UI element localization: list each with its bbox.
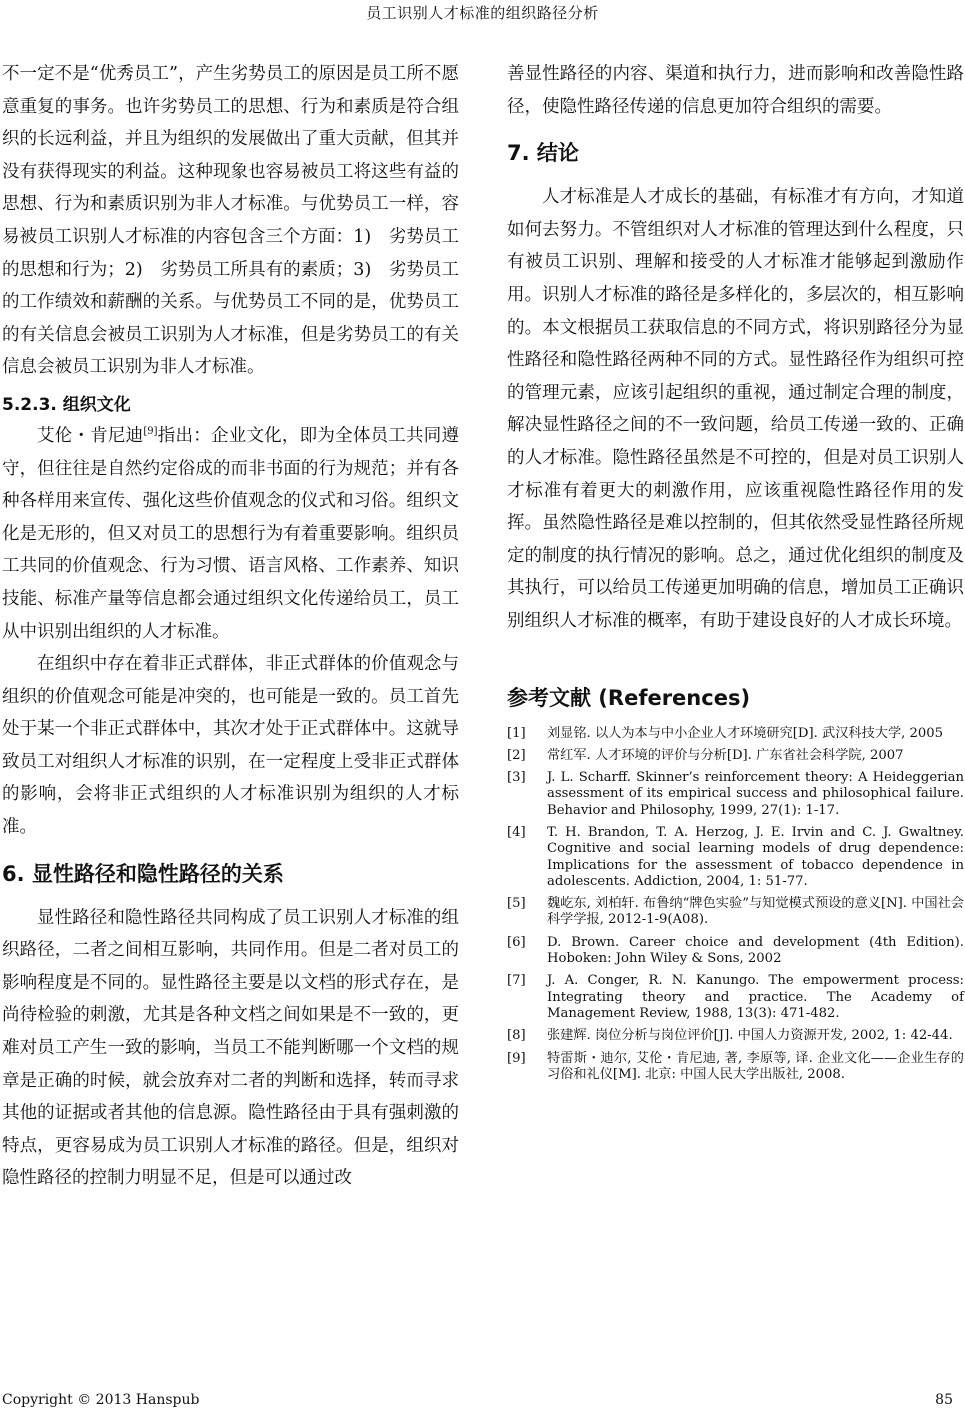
footer-copyright: Copyright © 2013 Hanspub (2, 1392, 200, 1408)
reference-number: [6] (507, 934, 526, 950)
paragraph-inferior-employees: 不一定不是“优秀员工”，产生劣势员工的原因是员工所不愿意重复的事务。也许劣势员工的思想、行为和素质是符合组织的长远利益，并且为组织的发展做出了重大贡献，但其并没有获得现实的利益。这种现象也容易被员工将这些有益的思想、行为和素质识别为非人才标准。与优势员工一样，容易被员工识别人才标准的内容包含三个方面：1) 劣势员工的思想和行为；2) 劣势员工所具有的素质；3) 劣势员工的工作绩效和薪酬的关系。与优势员工不同的是，优势员工的有关信息会被员工识别为人才标准，但是劣势员工的有关信息会被员工识别为非人才标准。 (2, 64, 459, 378)
reference-number: [9] (507, 1050, 526, 1066)
reference-item (507, 896, 964, 929)
reference-item (507, 1028, 964, 1044)
subsection-heading-5-2-3: 5.2.3. 组织文化 (2, 394, 131, 415)
section-heading-7: 7. 结论 (507, 141, 579, 166)
reference-item (507, 770, 964, 819)
paragraph-continuation: 善显性路径的内容、渠道和执行力，进而影响和改善隐性路径，使隐性路径传递的信息更加符合组织的需要。 (507, 64, 964, 117)
reference-text: 常红军. 人才环境的评价与分析[D]. 广东省社会科学院, 2007 (547, 747, 904, 763)
reference-number: [7] (507, 973, 526, 989)
paragraph-informal-groups: 在组织中存在着非正式群体，非正式群体的价值观念与组织的价值观念可能是冲突的，也可能是一致的。员工首先处于某一个非正式群体中，其次才处于正式群体中。这就导致员工对组织人才标准的识别，在一定程度上受非正式群体的影响，会将非正式组织的人才标准识别为组织的人才标准。 (2, 654, 459, 838)
reference-item (507, 825, 964, 890)
reference-item (507, 748, 964, 764)
reference-text: J. A. Conger, R. N. Kanungo. The empowerment process: Integrating theory and practice. The Academy of Management Review, 1988, 13(3): 471-482. (547, 973, 964, 1021)
citation-link-9[interactable]: [9] (143, 426, 158, 438)
reference-item (507, 935, 964, 968)
paragraph-conclusion: 人才标准是人才成长的基础，有标准才有方向，才知道如何去努力。不管组织对人才标准的管理达到什么程度，只有被员工识别、理解和接受的人才标准才能够起到激励作用。识别人才标准的路径是多样化的，多层次的，相互影响的。本文根据员工获取信息的不同方式，将识别路径分为显性路径和隐性路径两种不同的方式。显性路径作为组织可控的管理元素，应该引起组织的重视，通过制定合理的制度，解决显性路径之间的不一致问题，给员工传递一致的、正确的人才标准。隐性路径虽然是不可控的，但是对员工识别人才标准有着更大的刺激作用，应该重视隐性路径作用的发挥。虽然隐性路径是难以控制的，但其依然受显性路径所规定的制度的执行情况的影响。总之，通过优化组织的制度及其执行，可以给员工传递更加明确的信息，增加员工正确识别组织人才标准的概率，有助于建设良好的人才成长环境。 (507, 187, 964, 631)
reference-text: T. H. Brandon, T. A. Herzog, J. E. Irvin and C. J. Gwaltney. Cognitive and social learning models of drug dependence: Implications for the assessment of tobacco dependence in adolescents. Addiction, 2004, 1: 51-77. (547, 824, 964, 889)
reference-item (507, 1051, 964, 1084)
left-column (2, 58, 459, 1195)
reference-number: [2] (507, 747, 526, 763)
paragraph-organizational-culture (2, 420, 459, 648)
author-name: 艾伦・肯尼迪 (37, 425, 144, 446)
reference-item (507, 973, 964, 1022)
reference-number: [1] (507, 725, 526, 741)
reference-text: 魏屹东, 刘柏轩. 布鲁纳“牌色实验”与知觉模式预设的意义[N]. 中国社会科学学报, 2012-1-9(A08). (547, 896, 964, 928)
reference-number: [8] (507, 1028, 526, 1044)
reference-number: [4] (507, 824, 526, 840)
reference-text: D. Brown. Career choice and development (4th Edition). Hoboken: John Wiley & Sons, 2002 (547, 934, 964, 967)
page-number: 85 (935, 1392, 953, 1408)
references-heading: 参考文献 (References) (507, 685, 751, 710)
references-list (507, 726, 964, 1084)
reference-number: [3] (507, 770, 526, 786)
section-heading-6: 6. 显性路径和隐性路径的关系 (2, 861, 284, 886)
reference-text: 特雷斯・迪尔, 艾伦・肯尼迪, 著, 李原等, 译. 企业文化——企业生存的习俗和礼仪[M]. 北京: 中国人民大学出版社, 2008. (547, 1050, 964, 1082)
running-header: 员工识别人才标准的组织路径分析 (366, 4, 599, 22)
paragraph-path-relationship: 显性路径和隐性路径共同构成了员工识别人才标准的组织路径，二者之间相互影响，共同作用。但是二者对员工的影响程度是不同的。显性路径主要是以文档的形式存在，是尚待检验的刺激，尤其是各种文档之间如果是不一致的，更难对员工产生一致的影响，当员工不能判断哪一个文档的规章是正确的时候，就会放弃对二者的判断和选择，转而寻求其他的证据或者其他的信息源。隐性路径由于具有强刺激的特点，更容易成为员工识别人才标准的路径。但是，组织对隐性路径的控制力明显不足，但是可以通过改 (2, 907, 459, 1189)
reference-item (507, 726, 964, 742)
reference-text: 刘显铭. 以人为本与中小企业人才环境研究[D]. 武汉科技大学, 2005 (547, 725, 944, 741)
right-column (507, 58, 964, 1089)
reference-number: [5] (507, 896, 526, 912)
paragraph-text: 指出：企业文化，即为全体员工共同遵守，但往往是自然约定俗成的而非书面的行为规范；并有各种各样用来宣传、强化这些价值观念的仪式和习俗。组织文化是无形的，但又对员工的思想行为有着重要影响。组织员工共同的价值观念、行为习惯、语言风格、工作素养、知识技能、标准产量等信息都会通过组织文化传递给员工，员工从中识别出组织的人才标准。 (2, 425, 459, 642)
reference-text: 张建辉. 岗位分析与岗位评价[J]. 中国人力资源开发, 2002, 1: 42-44. (547, 1028, 953, 1044)
reference-text: J. L. Scharff. Skinner’s reinforcement theory: A Heideggerian assessment of its empirical success and philosophical failure. Behavior and Philosophy, 1999, 27(1): 1-17. (547, 770, 964, 818)
